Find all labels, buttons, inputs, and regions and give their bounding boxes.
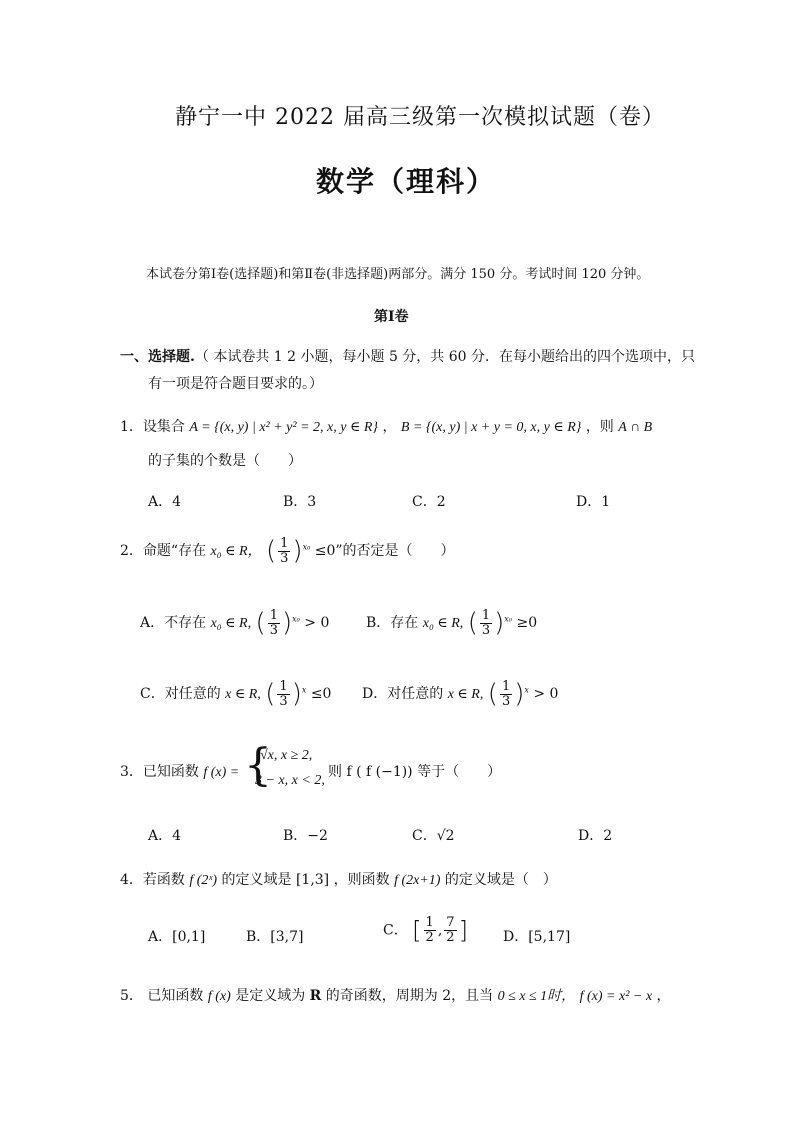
q5-fx: f (x) — [207, 989, 231, 1004]
fraction — [480, 609, 492, 638]
q3-option-d: D．2 — [578, 828, 613, 844]
frac-num: 1 — [501, 678, 511, 694]
right-paren: ) — [291, 679, 302, 709]
q5-tail: ， — [656, 988, 671, 1004]
q1-tail: ，则 — [585, 419, 614, 435]
question-5 — [120, 985, 671, 1005]
q1-option-b: B．3 — [283, 494, 317, 510]
exam-intro: 本试卷分第Ⅰ卷(选择题)和第Ⅱ卷(非选择题)两部分。满分 150 分。考试时间 120 分钟。 — [146, 267, 650, 282]
q1-intersection: A ∩ B — [618, 420, 653, 435]
left-paren: ( — [265, 536, 277, 566]
fraction — [500, 680, 512, 709]
q2-opt-a-label: A．不存在 — [140, 615, 207, 631]
q1-prefix: 1．设集合 — [120, 419, 185, 435]
q4-mid2: ，则函数 — [333, 872, 390, 888]
q2-opt-a-var: x₀ ∈ R, — [210, 616, 252, 631]
q1-set-b: B = {(x, y) | x + y = 0, x, y ∈ R} — [400, 420, 582, 435]
left-paren: ( — [255, 608, 266, 638]
frac-den: 3 — [280, 550, 289, 566]
q4-option-a: A．[0,1] — [148, 929, 206, 945]
q4-tail: 的定义域是（ ） — [444, 872, 557, 888]
q3-option-b: B．−2 — [283, 828, 328, 844]
frac-num: 1 — [269, 607, 278, 623]
comma: , — [437, 922, 443, 939]
q5-eq: f (x) = x² − x — [579, 989, 653, 1004]
fraction — [424, 916, 436, 945]
q2-tail: ≤0”的否定是（ ） — [314, 543, 455, 559]
q1-option-d: D．1 — [576, 494, 611, 510]
q2-opt-d-rel: > 0 — [533, 686, 559, 702]
left-paren: ( — [265, 679, 276, 709]
question-1 — [120, 416, 652, 436]
q1-line2: 的子集的个数是（ ） — [148, 453, 302, 469]
q5-mid2: 的奇函数，周期为 2，且当 — [325, 988, 494, 1004]
frac-num: 1 — [425, 915, 434, 930]
q4-option-b: B．[3,7] — [246, 929, 304, 945]
part-label: 第Ⅰ卷 — [374, 309, 409, 325]
exam-title: 静宁一中 2022 届高三级第一次模拟试题（卷） — [175, 105, 665, 130]
question-2 — [120, 536, 455, 566]
exponent: x₀ — [504, 614, 513, 624]
q2-option-c — [140, 679, 331, 709]
fraction — [268, 609, 280, 638]
q2-opt-d-label: D．对任意的 — [362, 686, 444, 702]
q3-prefix: 3．已知函数 — [120, 764, 199, 780]
question-4 — [120, 869, 557, 889]
exam-subtitle: 数学（理科） — [316, 165, 497, 198]
frac-den: 2 — [425, 930, 434, 945]
left-paren: ( — [467, 608, 478, 638]
q1-comma: ， — [382, 419, 397, 435]
right-paren: ) — [494, 608, 505, 638]
frac-num: 1 — [481, 607, 491, 623]
fraction — [278, 537, 290, 566]
q1-option-c: C．2 — [412, 494, 446, 510]
section-heading-line — [120, 346, 695, 366]
q2-opt-a-rel: > 0 — [304, 615, 330, 631]
left-brace: { — [244, 740, 272, 791]
q2-var: x₀ ∈ R， — [210, 544, 262, 559]
frac-den: 3 — [279, 693, 288, 709]
frac-den: 3 — [481, 622, 491, 638]
q4-prefix: 4．若函数 — [120, 872, 185, 888]
frac-num: 7 — [446, 915, 455, 930]
q2-opt-c-label: C．对任意的 — [140, 686, 221, 702]
q2-opt-d-var: x ∈ R, — [447, 687, 484, 702]
q3-prefix-line — [120, 761, 239, 781]
q4-opt-c-label: C． — [383, 922, 408, 939]
right-paren: ) — [514, 679, 525, 709]
right-bracket: ] — [458, 916, 468, 945]
left-bracket: [ — [412, 916, 422, 945]
q2-opt-c-rel: ≤0 — [310, 686, 332, 702]
section-desc-2: 有一项是符合题目要求的。） — [148, 376, 323, 392]
frac-den: 3 — [269, 622, 278, 638]
q2-option-d — [362, 679, 558, 709]
q1-set-a: A = {(x, y) | x² + y² = 2, x, y ∈ R} — [189, 420, 378, 435]
q2-opt-b-rel: ≥0 — [516, 615, 538, 631]
section-heading: 一、选择题. — [120, 349, 195, 365]
exponent: x — [301, 685, 307, 695]
q3-fx: f (x) = — [203, 765, 240, 780]
q4-f2x1: f (2x+1) — [394, 873, 441, 888]
q2-prefix: 2．命题“存在 — [120, 543, 207, 559]
q3-option-a: A．4 — [148, 828, 182, 844]
q2-option-b — [366, 608, 537, 638]
q1-option-a: A．4 — [148, 494, 182, 510]
q4-option-d: D．[5,17] — [503, 929, 571, 945]
right-paren: ) — [292, 536, 303, 566]
fraction — [444, 916, 456, 945]
frac-num: 1 — [280, 535, 289, 551]
q2-option-a — [140, 608, 329, 638]
fraction — [277, 680, 289, 709]
frac-den: 2 — [446, 930, 455, 945]
q4-mid: 的定义域是 — [221, 872, 292, 888]
q4-f2x: f (2ˣ) — [189, 873, 218, 888]
q5-R: R — [309, 988, 322, 1004]
q4-domain: [1,3] — [295, 872, 330, 888]
q5-text: 5． 已知函数 — [120, 988, 204, 1004]
exponent: x₀ — [302, 542, 311, 552]
exponent: x₀ — [292, 614, 300, 624]
q5-mid: 是定义域为 — [235, 988, 306, 1004]
q3-tail: 则 f ( f (−1)) 等于（ ） — [328, 764, 502, 780]
q2-opt-b-var: x₀ ∈ R, — [422, 616, 464, 631]
q3-case-1: √x, x ≥ 2, — [260, 748, 313, 763]
q2-opt-b-label: B．存在 — [366, 615, 419, 631]
q2-opt-c-var: x ∈ R, — [225, 687, 261, 702]
frac-den: 3 — [501, 693, 511, 709]
q4-option-c — [383, 916, 468, 945]
right-paren: ) — [281, 608, 293, 638]
exponent: x — [524, 685, 529, 695]
q3-option-c: C．√2 — [412, 828, 455, 844]
section-desc-1: （ 本试卷共 1 2 小题，每小题 5 分，共 60 分．在每小题给出的四个选项中，只 — [194, 349, 696, 365]
left-paren: ( — [487, 679, 498, 709]
frac-num: 1 — [279, 678, 288, 694]
q3-case-2: 3 − x, x < 2, — [255, 773, 325, 788]
q5-cond: 0 ≤ x ≤ 1时， — [497, 989, 576, 1004]
